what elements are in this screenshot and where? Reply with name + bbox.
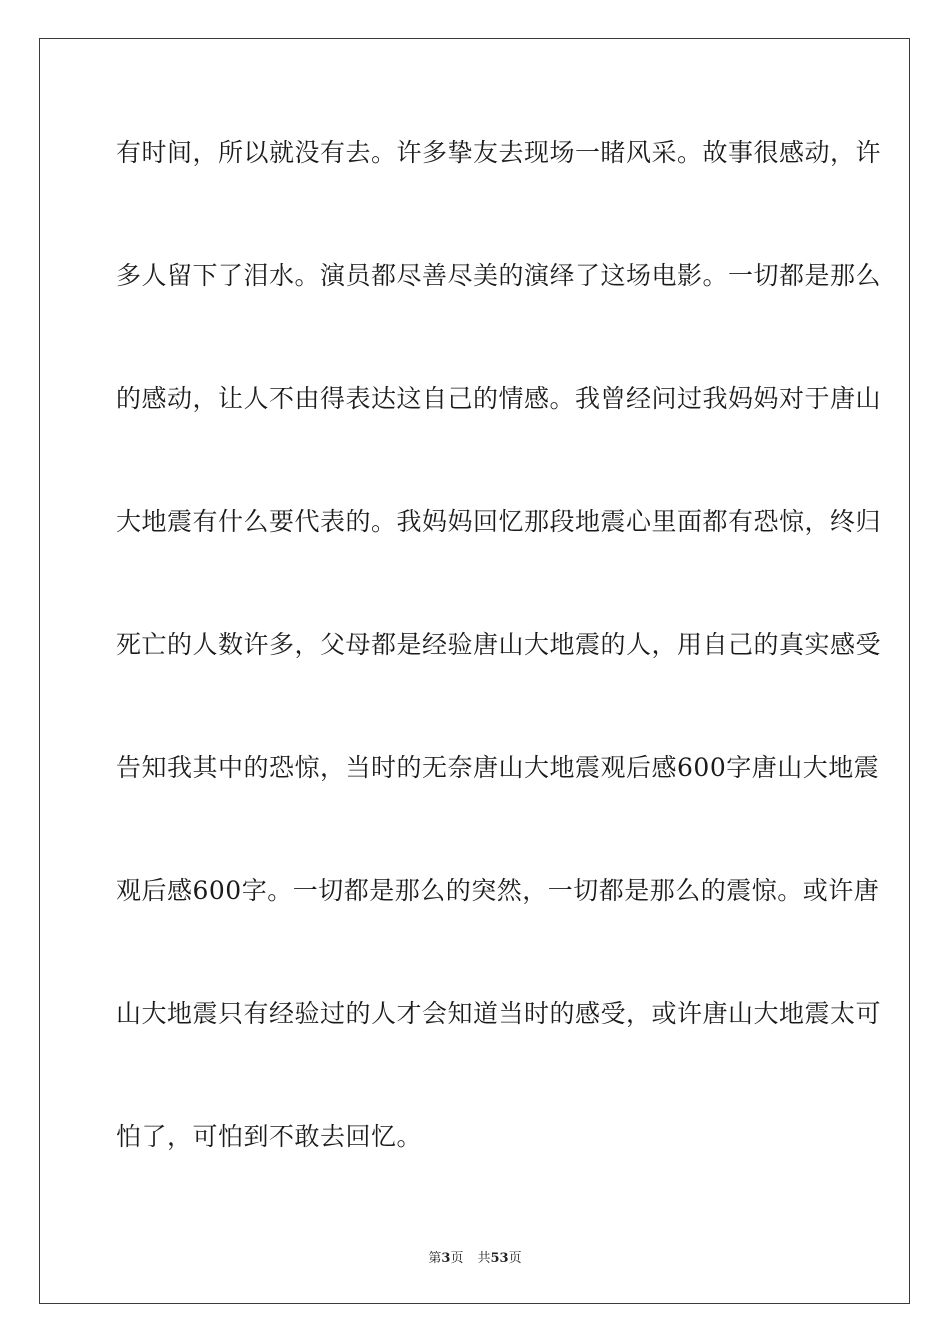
body-text-line-1: 有时间，所以就没有去。许多挚友去现场一睹风采。故事很感动，许 <box>116 138 882 167</box>
footer-total-suffix: 页 <box>508 1251 522 1266</box>
body-text-line-3: 的感动，让人不由得表达这自己的情感。我曾经问过我妈妈对于唐山 <box>116 384 882 413</box>
footer-page-number: 3 <box>441 1251 451 1266</box>
footer-total-pages: 53 <box>490 1251 509 1266</box>
page-footer <box>0 1250 950 1268</box>
page-border <box>39 38 910 1304</box>
body-text-line-9: 怕了，可怕到不敢去回忆。 <box>116 1122 423 1151</box>
body-text-line-6: 告知我其中的恐惊，当时的无奈唐山大地震观后感600字唐山大地震 <box>116 753 880 782</box>
footer-total-prefix: 共 <box>477 1251 491 1266</box>
body-text-line-2: 多人留下了泪水。演员都尽善尽美的演绎了这场电影。一切都是那么 <box>116 261 882 290</box>
footer-page-suffix: 页 <box>450 1251 464 1266</box>
body-text-line-4: 大地震有什么要代表的。我妈妈回忆那段地震心里面都有恐惊，终归 <box>116 507 882 536</box>
footer-page-prefix: 第 <box>428 1251 442 1266</box>
body-text-line-7: 观后感600字。一切都是那么的突然，一切都是那么的震惊。或许唐 <box>116 876 880 905</box>
body-text-line-5: 死亡的人数许多，父母都是经验唐山大地震的人，用自己的真实感受 <box>116 630 882 659</box>
body-text-line-8: 山大地震只有经验过的人才会知道当时的感受，或许唐山大地震太可 <box>116 999 882 1028</box>
